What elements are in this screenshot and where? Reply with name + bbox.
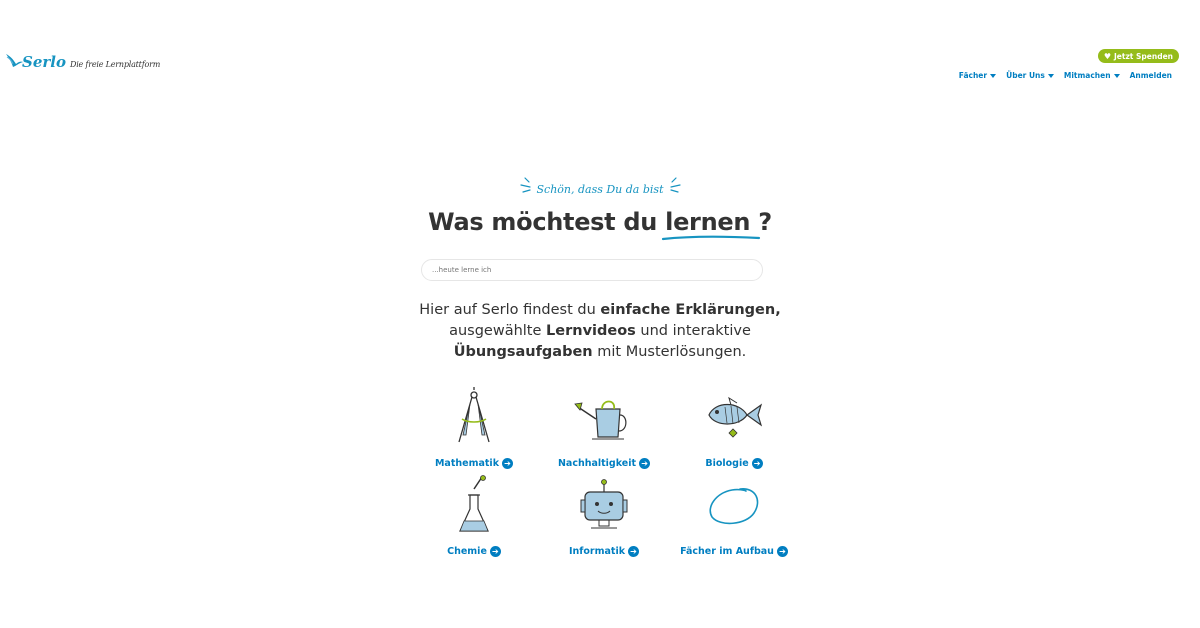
intro-part: Hier auf Serlo findest du xyxy=(419,302,601,318)
nav-item-anmelden[interactable] xyxy=(1130,71,1172,80)
subject-informatik[interactable] xyxy=(544,473,664,557)
subject-label: Nachhaltigkeit xyxy=(557,458,637,469)
nav-label: Über Uns xyxy=(1006,71,1045,80)
arrow-right-circle-icon: ➔ xyxy=(502,458,513,469)
subject-chemie[interactable] xyxy=(414,473,534,557)
page-title xyxy=(0,208,1200,236)
intro-text xyxy=(0,300,1200,363)
intro-part: und interaktive xyxy=(635,323,751,339)
greeting-area xyxy=(0,178,1200,197)
donate-label: Jetzt Spenden xyxy=(1113,51,1173,61)
arrow-right-circle-icon: ➔ xyxy=(639,458,650,469)
donate-button[interactable] xyxy=(1098,49,1179,63)
arrow-right-circle-icon: ➔ xyxy=(490,546,501,557)
subject-label: Mathematik xyxy=(434,458,500,469)
intro-bold: Lernvideos xyxy=(546,323,636,339)
nav-item-faecher[interactable] xyxy=(959,71,996,80)
sparkle-left-icon xyxy=(519,176,535,196)
nav-item-ueber-uns[interactable] xyxy=(1006,71,1054,80)
subject-label: Informatik xyxy=(568,546,626,557)
flask-icon xyxy=(452,475,496,537)
subject-grid xyxy=(414,385,794,557)
caret-down-icon xyxy=(1114,74,1120,78)
subject-label: Biologie xyxy=(705,458,749,469)
subject-label: Chemie xyxy=(447,546,487,557)
nav-label: Fächer xyxy=(958,71,988,80)
main-nav xyxy=(959,71,1172,80)
headline-highlight: lernen xyxy=(665,208,751,236)
underline-swash-icon xyxy=(661,232,761,242)
serlo-logo[interactable] xyxy=(4,50,160,70)
compass-icon xyxy=(452,387,496,449)
nav-label: Mitmachen xyxy=(1063,71,1111,80)
intro-part: mit Musterlösungen. xyxy=(592,344,747,360)
watering-can-icon xyxy=(572,393,636,443)
arrow-right-circle-icon: ➔ xyxy=(752,458,763,469)
robot-icon xyxy=(577,478,631,534)
heart-icon: ♥ xyxy=(1103,51,1111,61)
subject-nachhaltigkeit[interactable] xyxy=(544,385,664,469)
caret-down-icon xyxy=(1048,74,1054,78)
greeting-text: Schön, dass Du da bist xyxy=(536,183,664,196)
arrow-right-circle-icon: ➔ xyxy=(777,546,788,557)
subject-label: Fächer im Aufbau xyxy=(680,546,774,557)
intro-bold: Übungsaufgaben xyxy=(453,344,593,360)
intro-part: ausgewählte xyxy=(449,323,547,339)
headline-suffix: ? xyxy=(758,208,772,236)
subject-biologie[interactable] xyxy=(674,385,794,469)
bird-logo-icon xyxy=(4,50,24,70)
headline-prefix: Was möchtest du xyxy=(428,208,658,236)
search-input[interactable] xyxy=(421,259,763,281)
caret-down-icon xyxy=(990,74,996,78)
subject-mathematik[interactable] xyxy=(414,385,534,469)
subject-faecher-im-aufbau[interactable] xyxy=(674,473,794,557)
sparkle-right-icon xyxy=(666,176,682,196)
intro-bold: einfache Erklärungen, xyxy=(600,302,781,318)
logo-name: Serlo xyxy=(22,53,66,71)
arrow-right-circle-icon: ➔ xyxy=(628,546,639,557)
logo-tagline: Die freie Lernplattform xyxy=(69,60,161,69)
fish-icon xyxy=(703,393,765,443)
nav-item-mitmachen[interactable] xyxy=(1064,71,1120,80)
nav-label: Anmelden xyxy=(1129,71,1172,80)
circle-icon xyxy=(704,481,764,531)
